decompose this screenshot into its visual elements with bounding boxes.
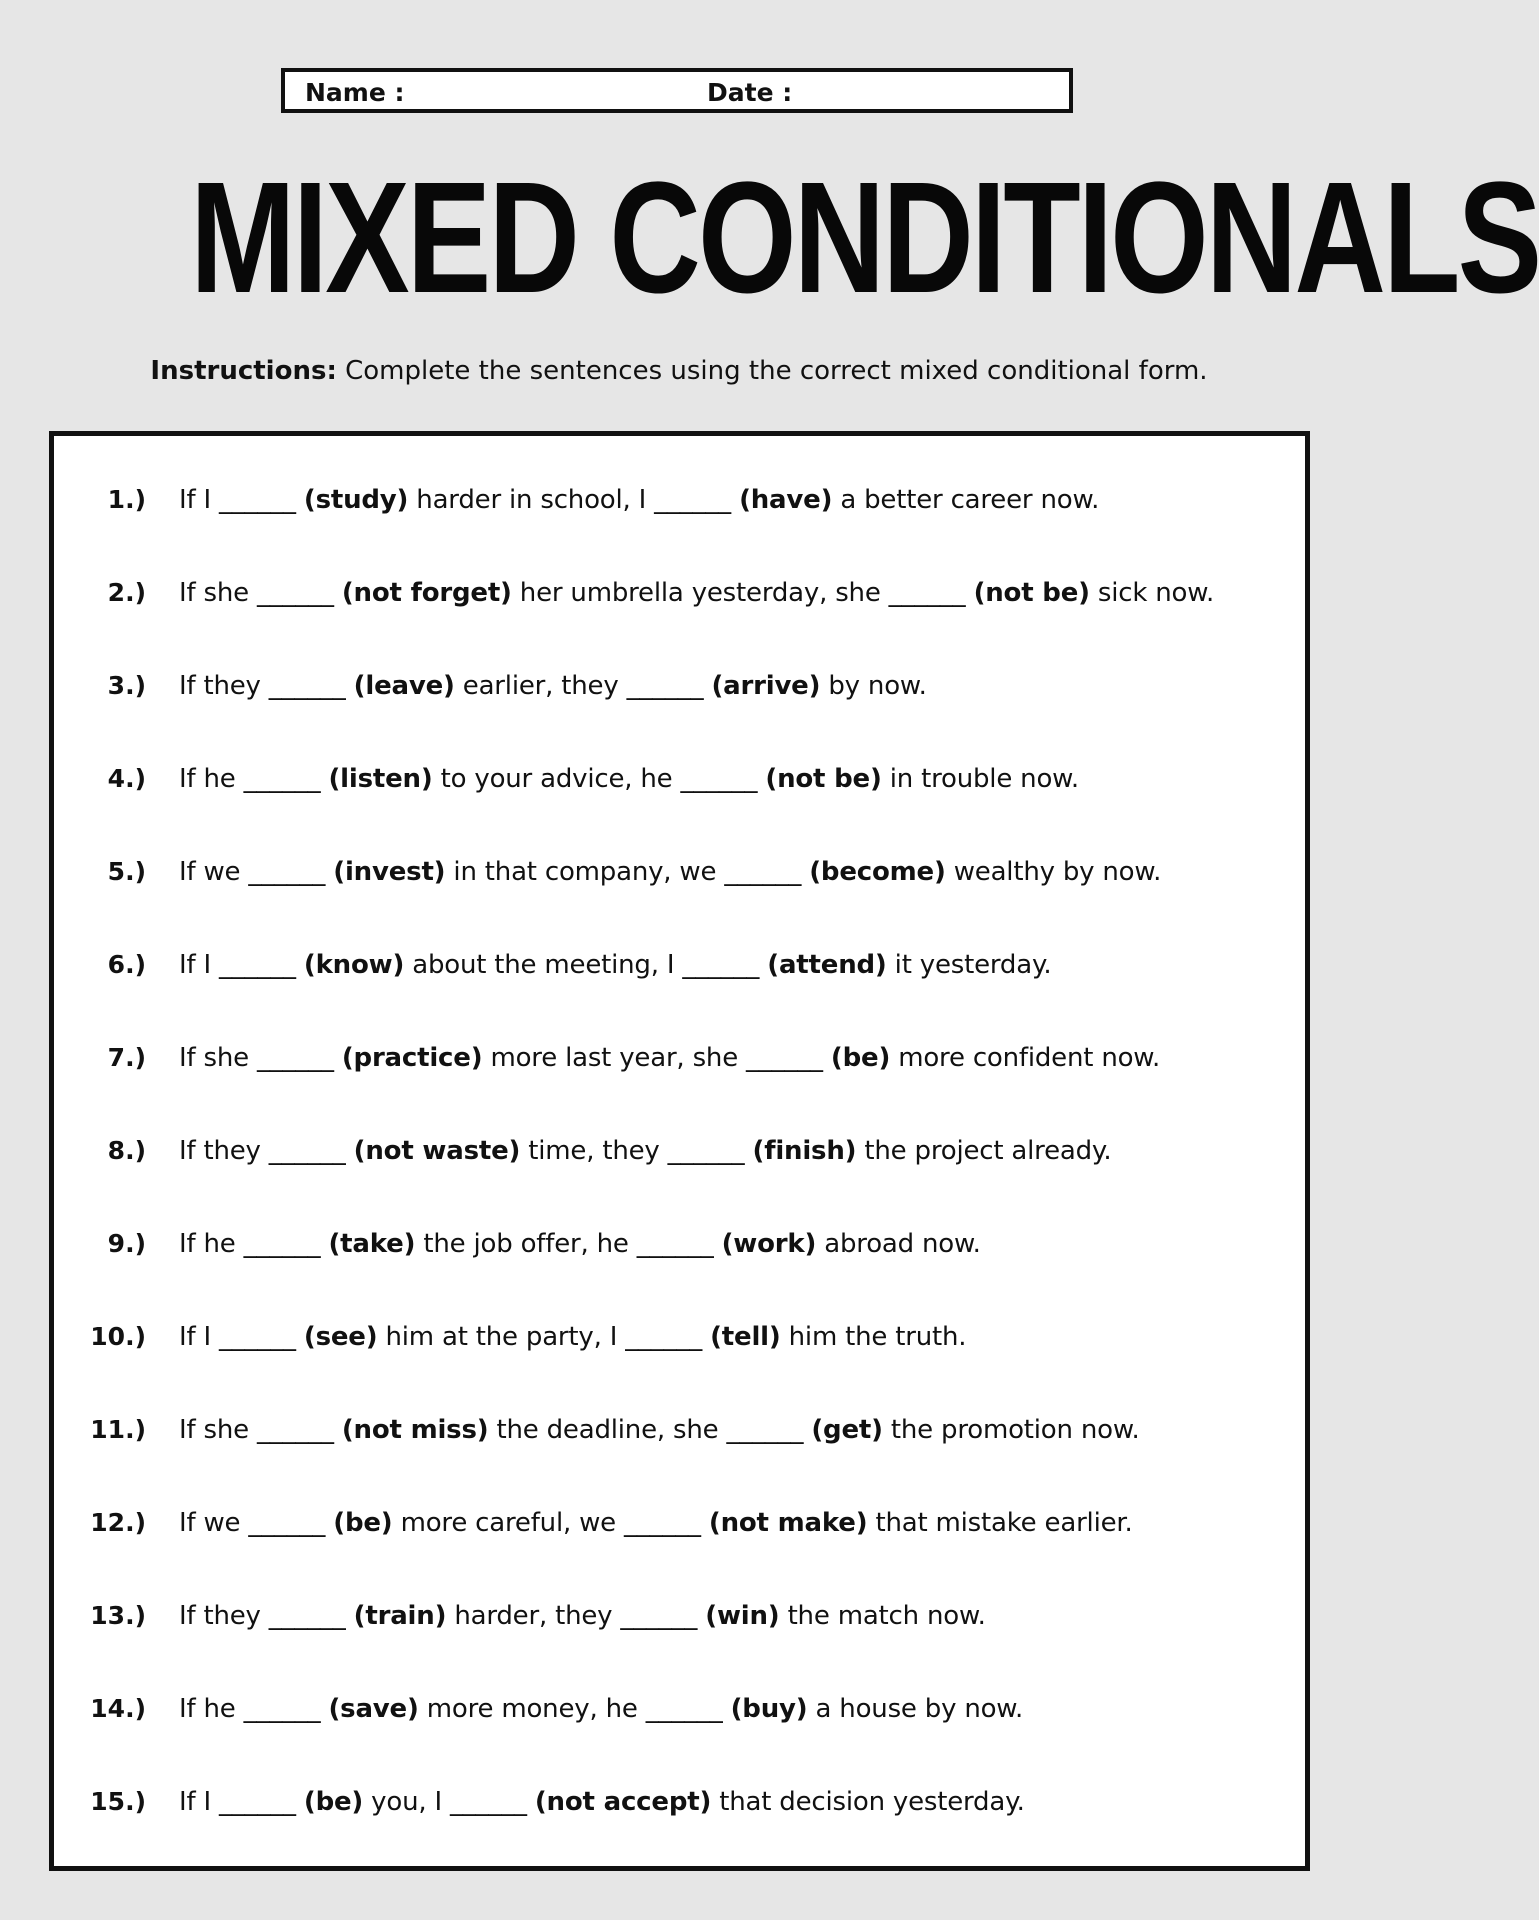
instructions-text: Complete the sentences using the correct mixed conditional form. xyxy=(336,356,1208,386)
name-date-box xyxy=(281,68,1073,113)
item-sentence: If he ______ (save) more money, he ______ (buy) a house by now. xyxy=(179,1694,1024,1724)
item-sentence: If we ______ (invest) in that company, we ______ (become) wealthy by now. xyxy=(179,857,1162,887)
verb-prompt: (finish) xyxy=(752,1136,857,1166)
item-number: 14.) xyxy=(90,1694,146,1723)
verb-prompt: (practice) xyxy=(341,1043,483,1073)
item-number: 4.) xyxy=(107,764,146,793)
item-sentence: If she ______ (not miss) the deadline, she ______ (get) the promotion now. xyxy=(179,1415,1140,1445)
exercise-item xyxy=(54,1782,1304,1822)
verb-prompt: (know) xyxy=(303,950,405,980)
item-sentence: If I ______ (know) about the meeting, I ______ (attend) it yesterday. xyxy=(179,950,1052,980)
item-number: 13.) xyxy=(90,1601,146,1630)
item-sentence: If they ______ (not waste) time, they ______ (finish) the project already. xyxy=(179,1136,1112,1166)
item-number: 2.) xyxy=(107,578,146,607)
item-number: 7.) xyxy=(107,1043,146,1072)
verb-prompt: (not forget) xyxy=(341,578,512,608)
verb-prompt: (become) xyxy=(809,857,946,887)
item-sentence: If he ______ (take) the job offer, he ______ (work) abroad now. xyxy=(179,1229,981,1259)
verb-prompt: (get) xyxy=(811,1415,883,1445)
item-number: 6.) xyxy=(107,950,146,979)
item-number: 3.) xyxy=(107,671,146,700)
item-sentence: If we ______ (be) more careful, we ______ (not make) that mistake earlier. xyxy=(179,1508,1133,1538)
verb-prompt: (train) xyxy=(353,1601,447,1631)
exercise-item xyxy=(54,573,1304,613)
item-sentence: If they ______ (train) harder, they ______ (win) the match now. xyxy=(179,1601,986,1631)
verb-prompt: (study) xyxy=(303,485,409,515)
exercise-box xyxy=(49,431,1310,1871)
verb-prompt: (not waste) xyxy=(353,1136,521,1166)
exercise-item xyxy=(54,480,1304,520)
item-number: 9.) xyxy=(107,1229,146,1258)
item-sentence: If I ______ (see) him at the party, I ______ (tell) him the truth. xyxy=(179,1322,967,1352)
exercise-item xyxy=(54,1596,1304,1636)
item-number: 11.) xyxy=(90,1415,146,1444)
verb-prompt: (invest) xyxy=(333,857,446,887)
instructions-label: Instructions: xyxy=(150,356,337,386)
item-sentence: If I ______ (be) you, I ______ (not accept) that decision yesterday. xyxy=(179,1787,1025,1817)
verb-prompt: (arrive) xyxy=(711,671,821,701)
verb-prompt: (win) xyxy=(705,1601,780,1631)
item-sentence: If they ______ (leave) earlier, they ______ (arrive) by now. xyxy=(179,671,927,701)
verb-prompt: (save) xyxy=(328,1694,419,1724)
item-sentence: If I ______ (study) harder in school, I ______ (have) a better career now. xyxy=(179,485,1100,515)
item-number: 5.) xyxy=(107,857,146,886)
exercise-item xyxy=(54,1503,1304,1543)
verb-prompt: (be) xyxy=(830,1043,891,1073)
verb-prompt: (not be) xyxy=(765,764,882,794)
verb-prompt: (have) xyxy=(739,485,833,515)
exercise-item xyxy=(54,1317,1304,1357)
exercise-item xyxy=(54,759,1304,799)
item-number: 10.) xyxy=(90,1322,146,1351)
item-number: 15.) xyxy=(90,1787,146,1816)
verb-prompt: (not accept) xyxy=(534,1787,712,1817)
verb-prompt: (buy) xyxy=(730,1694,808,1724)
verb-prompt: (not be) xyxy=(973,578,1090,608)
item-number: 1.) xyxy=(107,485,146,514)
exercise-item xyxy=(54,1410,1304,1450)
exercise-item xyxy=(54,1131,1304,1171)
verb-prompt: (be) xyxy=(303,1787,364,1817)
verb-prompt: (work) xyxy=(721,1229,817,1259)
item-sentence: If she ______ (not forget) her umbrella yesterday, she ______ (not be) sick now. xyxy=(179,578,1215,608)
worksheet-title: MIXED CONDITIONALS xyxy=(190,149,1539,327)
instructions xyxy=(0,356,1358,386)
item-sentence: If she ______ (practice) more last year, she ______ (be) more confident now. xyxy=(179,1043,1161,1073)
verb-prompt: (listen) xyxy=(328,764,433,794)
exercise-item xyxy=(54,666,1304,706)
verb-prompt: (tell) xyxy=(710,1322,781,1352)
exercise-item xyxy=(54,1689,1304,1729)
exercise-item xyxy=(54,1224,1304,1264)
exercise-item xyxy=(54,852,1304,892)
exercise-item xyxy=(54,945,1304,985)
verb-prompt: (leave) xyxy=(353,671,455,701)
exercise-item xyxy=(54,1038,1304,1078)
verb-prompt: (take) xyxy=(328,1229,416,1259)
verb-prompt: (be) xyxy=(333,1508,393,1538)
item-sentence: If he ______ (listen) to your advice, he ______ (not be) in trouble now. xyxy=(179,764,1079,794)
item-number: 8.) xyxy=(107,1136,146,1165)
verb-prompt: (not make) xyxy=(708,1508,868,1538)
name-label: Name : xyxy=(305,78,405,107)
verb-prompt: (attend) xyxy=(767,950,887,980)
item-number: 12.) xyxy=(90,1508,146,1537)
verb-prompt: (not miss) xyxy=(341,1415,489,1445)
verb-prompt: (see) xyxy=(303,1322,378,1352)
date-label: Date : xyxy=(707,78,793,107)
